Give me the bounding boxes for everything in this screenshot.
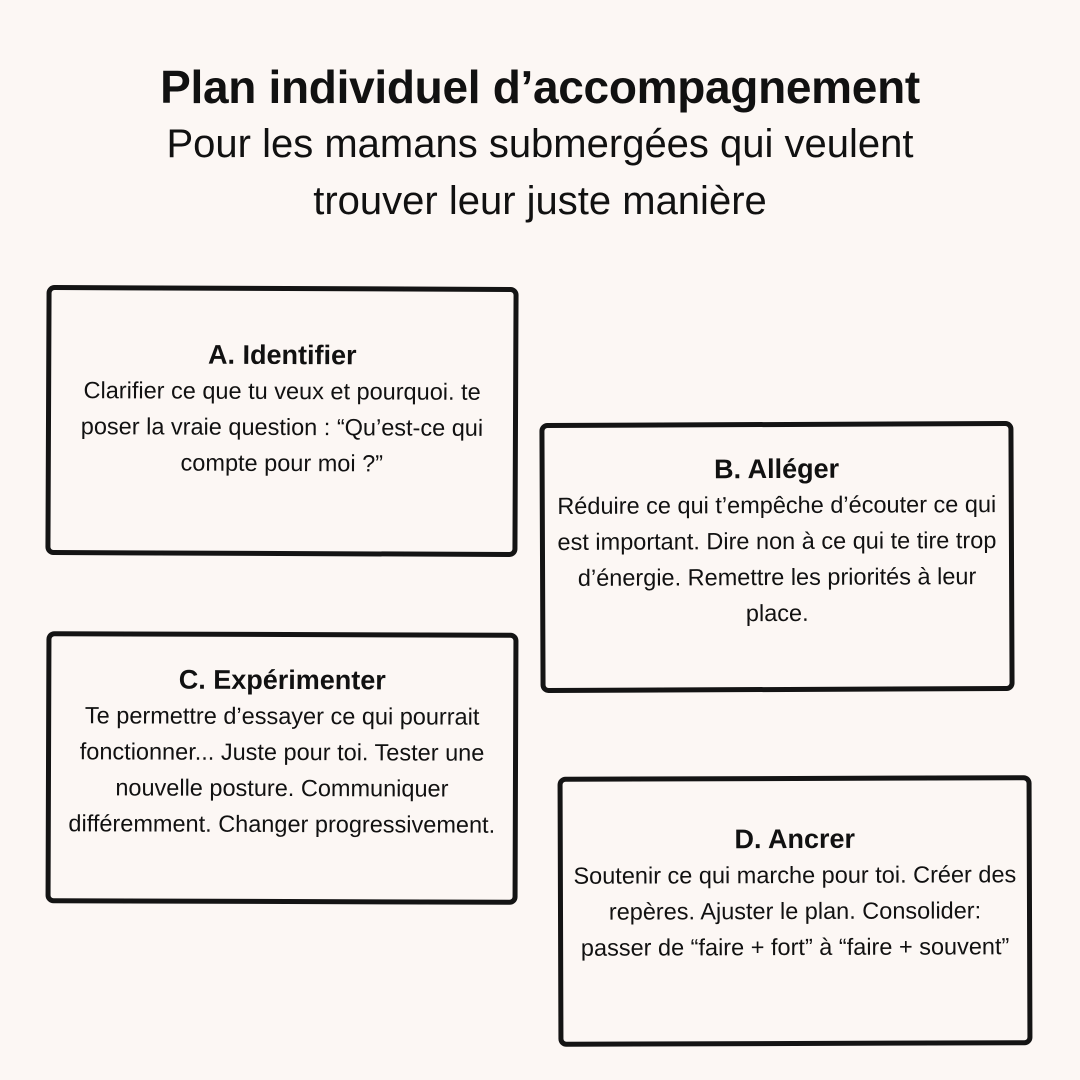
step-card-title: A. Identifier xyxy=(207,339,357,371)
page-title: Plan individuel d’accompagnement xyxy=(160,61,920,113)
step-card-identifier xyxy=(45,285,518,557)
header xyxy=(0,58,1080,230)
step-card-title: B. Alléger xyxy=(714,453,840,485)
page-subtitle: Pour les mamans submergées qui veulent trouver leur juste manière xyxy=(166,122,914,223)
step-card-experimenter xyxy=(46,631,519,905)
step-card-text: Clarifier ce que tu veux et pourquoi. te poser la vraie question : “Qu’est-ce qui compte pour moi ?” xyxy=(80,377,484,477)
step-card-text: Soutenir ce qui marche pour toi. Créer des repères. Ajuster le plan. Consolider: passer de “faire + fort” à “faire + souvent” xyxy=(573,861,1017,961)
step-card-text: Te permettre d’essayer ce qui pourrait fonctionner... Juste pour toi. Tester une nouvelle posture. Communiquer différemment. Changer progressivement. xyxy=(68,702,496,838)
step-card-title: D. Ancrer xyxy=(734,823,856,855)
step-card-ancrer xyxy=(558,775,1033,1047)
step-card-text: Réduire ce qui t’empêche d’écouter ce qui est important. Dire non à ce qui te tire trop d’énergie. Remettre les priorités à leur place. xyxy=(557,491,997,627)
step-card-alleger xyxy=(539,421,1014,693)
step-card-title: C. Expérimenter xyxy=(178,664,386,696)
